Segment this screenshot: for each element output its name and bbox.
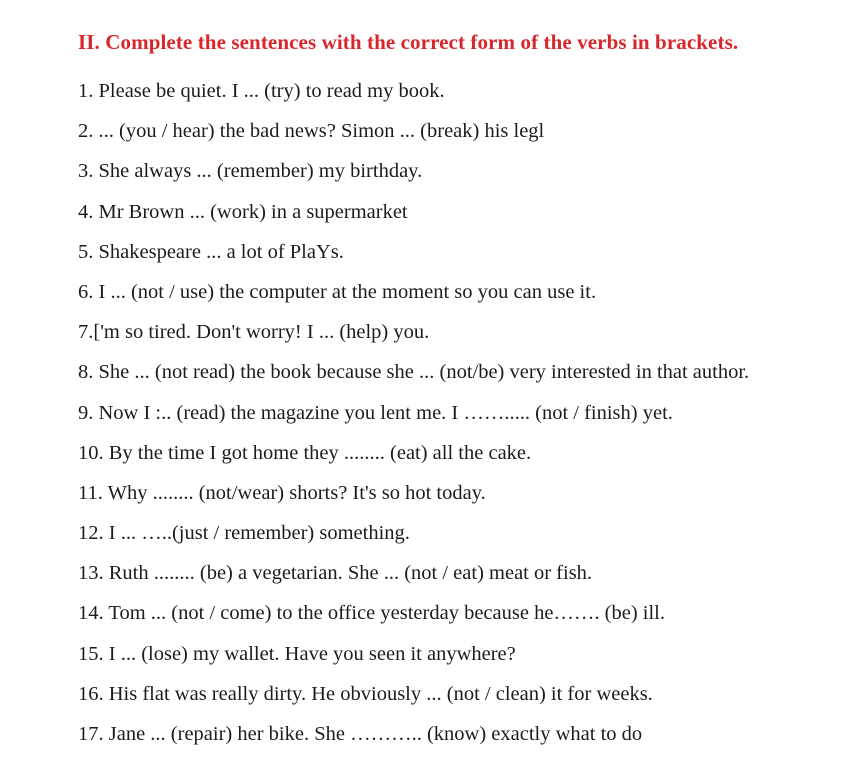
exercise-item-9: 9. Now I :.. (read) the magazine you lent me. I ……..... (not / finish) yet. [78,401,673,424]
exercise-item-2: 2. ... (you / hear) the bad news? Simon ... (break) his legl [78,120,545,143]
exercise-list [78,71,749,754]
exercise-item-17: 17. Jane ... (repair) her bike. She ……….. (know) exactly what to do [78,723,643,745]
exercise-item-8: 8. She ... (not read) the book because she ... (not/be) very interested in that author. [78,361,750,384]
exercise-item-1: 1. Please be quiet. I ... (try) to read my book. [78,80,445,102]
exercise-item-5: 5. Shakespeare ... a lot of PlaYs. [78,240,344,263]
exercise-item-6: 6. I ... (not / use) the computer at the moment so you can use it. [78,280,597,303]
exercise-item-10: 10. By the time I got home they ........ (eat) all the cake. [78,441,532,464]
exercise-item-14: 14. Tom ... (not / come) to the office yesterday because he……. (be) ill. [78,602,666,625]
exercise-item-11: 11. Why ........ (not/wear) shorts? It's so hot today. [78,481,486,504]
exercise-item-13: 13. Ruth ........ (be) a vegetarian. She ... (not / eat) meat or fish. [78,562,593,585]
exercise-item-4: 4. Mr Brown ... (work) in a supermarket [78,200,408,223]
exercise-item-12: 12. I ... …..(just / remember) something. [78,522,410,545]
exercise-item-15: 15. I ... (lose) my wallet. Have you seen it anywhere? [78,642,516,665]
exercise-item-16: 16. His flat was really dirty. He obviously ... (not / clean) it for weeks. [78,682,653,705]
exercise-heading: II. Complete the sentences with the correct form of the verbs in brackets. [78,30,739,54]
exercise-item-3: 3. She always ... (remember) my birthday. [78,160,423,183]
exercise-item-7: 7.['m so tired. Don't worry! I ... (help) you. [78,321,430,344]
